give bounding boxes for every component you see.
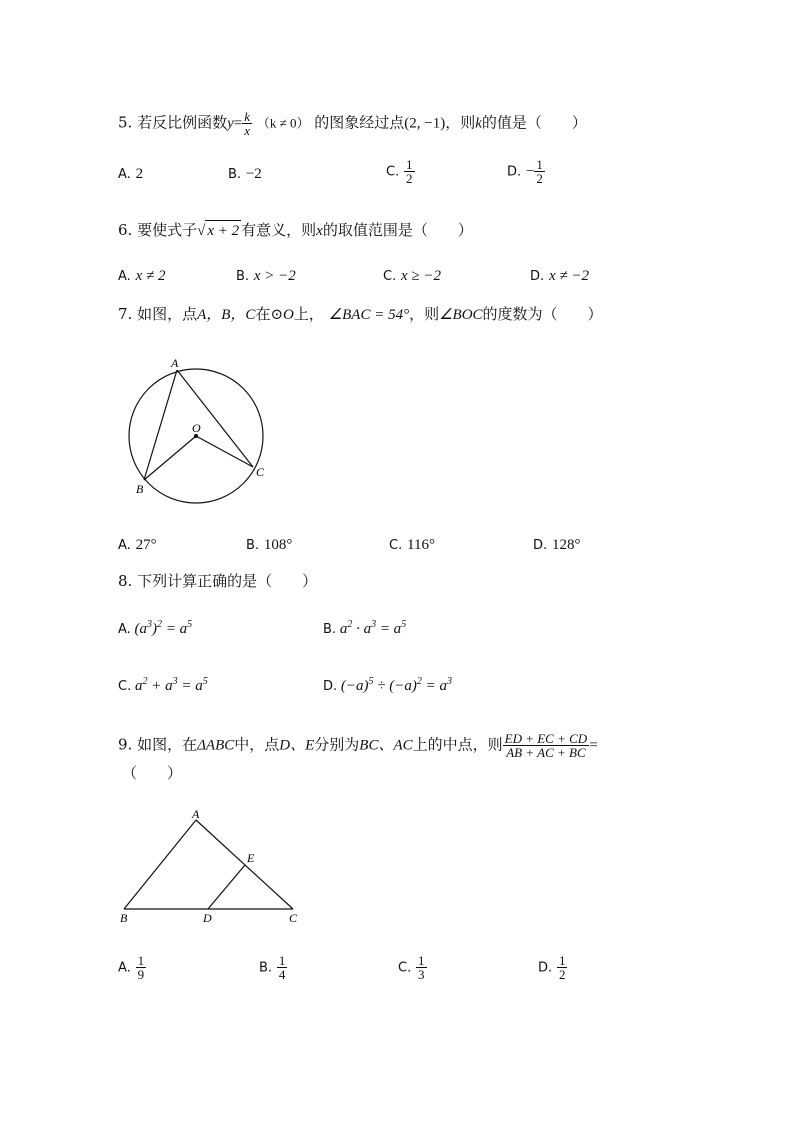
q8-option-c[interactable]: C. $a^2 + a^3 = a^5$	[118, 676, 208, 694]
q6-option-d[interactable]: D. x ≠ −2	[530, 268, 589, 284]
q5-option-d[interactable]: D. − $\frac{1}{2}$	[507, 157, 543, 186]
label-o: O	[192, 421, 201, 435]
label-b: B	[120, 911, 128, 925]
label-c: C	[256, 465, 265, 479]
q8-option-b[interactable]: B. $a^2 \cdot a^3 = a^5$	[323, 619, 407, 637]
segment-ab	[124, 820, 196, 909]
q9-answer-blank: （ ）	[122, 764, 183, 782]
segment-ac	[177, 370, 253, 467]
label-b: B	[136, 482, 144, 496]
q9-option-b[interactable]: B. $\frac{1}{4}$	[259, 953, 286, 982]
segment-ac	[196, 820, 293, 909]
label-a: A	[171, 356, 179, 370]
q7-stem: 7. 如图，点A，B，C在⊙O上， ∠BAC = 54°，则∠BOC的度数为（ ）	[118, 305, 603, 323]
q9-option-c-fraction: $\frac{1}{3}$	[418, 953, 425, 982]
q9-triangle-figure	[118, 808, 308, 933]
q6-option-b[interactable]: B. x > −2	[236, 268, 296, 284]
q6-stem: 6. 要使式子√ x + 2 有意义，则x的取值范围是（ ）	[118, 221, 473, 239]
q9-option-b-fraction: $\frac{1}{4}$	[278, 953, 286, 982]
q9-option-d-fraction: $\frac{1}{2}$	[558, 953, 566, 982]
label-a: A	[192, 808, 200, 821]
q9-option-d[interactable]: D. $\frac{1}{2}$	[538, 953, 566, 982]
label-e: E	[247, 851, 255, 865]
q5-option-a[interactable]: A. 2	[118, 166, 144, 182]
segment-de	[208, 865, 245, 909]
q5-option-c-fraction: $\frac{1}{2}$	[406, 157, 413, 186]
q9-option-a[interactable]: A. $\frac{1}{9}$	[118, 953, 145, 982]
q9-option-c[interactable]: C. $\frac{1}{3}$	[398, 953, 425, 982]
q5-option-d-fraction: $\frac{1}{2}$	[536, 157, 543, 186]
q7-option-b[interactable]: B. 108°	[246, 537, 293, 553]
q9-ratio-fraction: $\frac{ED + EC + CD}{AB + AC + BC}$	[504, 731, 588, 760]
segment-ab	[144, 370, 177, 480]
label-d: D	[203, 911, 212, 925]
q7-option-a[interactable]: A. 27°	[118, 537, 157, 553]
q8-option-a[interactable]: A. $(a^3)^2 = a^5$	[118, 619, 193, 637]
q6-option-a[interactable]: A. x ≠ 2	[118, 268, 166, 284]
q9-stem: 9. 如图，在ΔABC中，点D、E分别为BC、AC上的中点，则 $\frac{ED + EC + CD}{AB + AC + BC}$ =	[118, 731, 598, 760]
q5-option-b[interactable]: B. −2	[228, 166, 262, 182]
q8-stem: 8. 下列计算正确的是（ ）	[118, 572, 318, 590]
label-c: C	[289, 911, 298, 925]
q5-number: 5.	[118, 113, 133, 132]
q7-number: 7.	[118, 305, 133, 323]
q8-number: 8.	[118, 572, 133, 590]
q9-number: 9.	[118, 735, 133, 754]
q8-option-d[interactable]: D. $(-a)^5 \div (-a)^2 = a^3$	[323, 676, 453, 694]
segment-ob	[144, 436, 196, 480]
q7-option-c[interactable]: C. 116°	[389, 537, 435, 553]
radical-sign: √	[197, 223, 206, 239]
q5-function-fraction: $\frac{k}{x}$	[244, 109, 251, 138]
q6-option-c[interactable]: C. x ≥ −2	[383, 268, 442, 284]
q7-circle-figure	[120, 352, 280, 512]
q5-option-c[interactable]: C. $\frac{1}{2}$	[386, 157, 413, 186]
q6-number: 6.	[118, 221, 133, 239]
q7-option-d[interactable]: D. 128°	[533, 537, 581, 553]
q9-option-a-fraction: $\frac{1}{9}$	[137, 953, 145, 982]
segment-oc	[196, 436, 253, 467]
q5-stem: 5. 若反比例函数y= $\frac{k}{x}$ （k ≠ 0） 的图象经过点(2, −1)，则k的值是（ ）	[118, 109, 587, 138]
